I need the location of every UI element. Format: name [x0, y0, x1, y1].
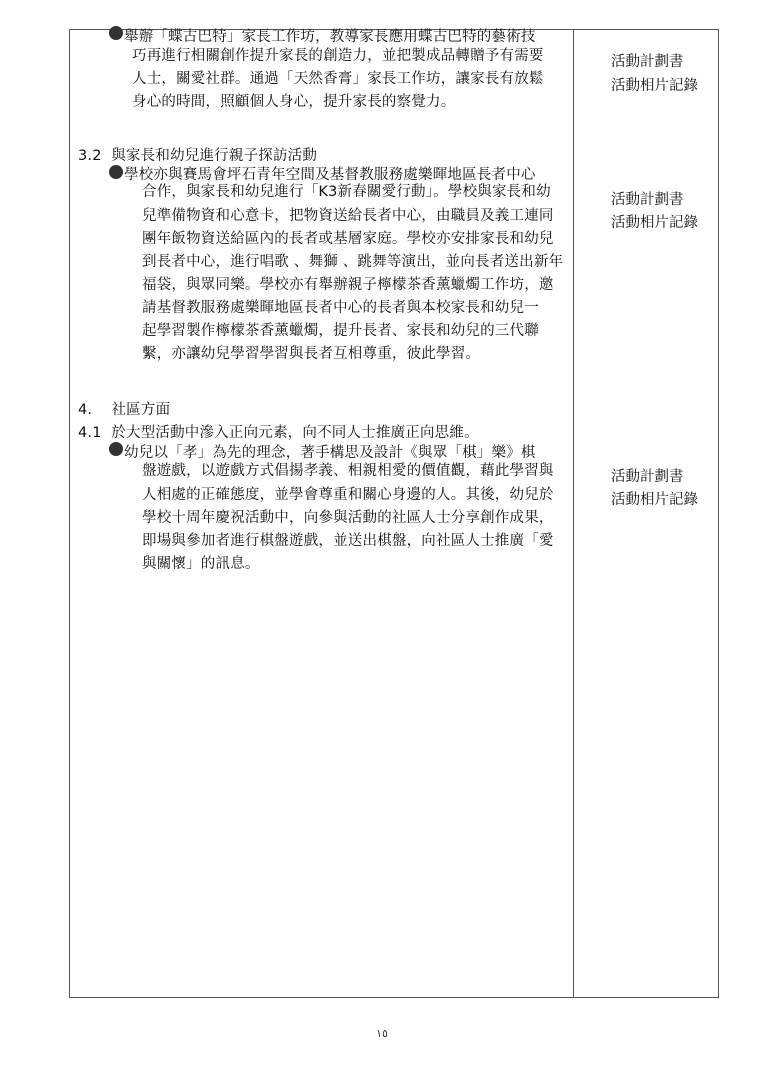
visit-line: 福袋，與眾同樂。學校亦有舉辦親子檸檬茶香薰蠟燭工作坊，邀 [142, 277, 554, 293]
workshop-line: 舉辦「蝶古巴特」家長工作坊，教導家長應用蝶古巴特的藝術技 [124, 29, 536, 45]
evidence-photos: 活動相片記錄 [611, 215, 698, 231]
community-line: 學校十周年慶祝活動中，向參與活動的社區人士分享創作成果， [142, 510, 554, 526]
community-line: 人相處的正確態度，並學會尊重和關心身邊的人。其後，幼兒於 [142, 487, 554, 503]
visit-line: 合作，與家長和幼兒進行「K3新春關愛行動」。學校與家長和幼 [142, 184, 551, 200]
community-line: 盤遊戲，以遊戲方式倡揚孝義、相親相愛的價值觀，藉此學習與 [142, 463, 554, 479]
evidence-plan: 活動計劃書 [611, 192, 684, 208]
visit-line: 請基督教服務處樂暉地區長者中心的長者與本校家長和幼兒一 [142, 300, 539, 316]
evidence-photos: 活動相片記錄 [611, 78, 698, 94]
subsection-heading: 4.1 於大型活動中滲入正向元素，向不同人士推廣正向思維。 [78, 425, 479, 441]
bullet-icon [109, 26, 123, 40]
visit-line: 團年飯物資送給區內的長者或基層家庭。學校亦安排家長和幼兒 [142, 231, 554, 247]
column-divider [573, 29, 574, 998]
workshop-line: 人士，關愛社群。通過「天然香膏」家長工作坊，讓家長有放鬆 [132, 71, 544, 87]
page-number: ١٥ [376, 1027, 388, 1040]
evidence-photos: 活動相片記錄 [611, 492, 698, 508]
workshop-line: 巧再進行相關創作提升家長的創造力，並把製成品轉贈予有需要 [132, 48, 544, 64]
visit-line: 到長者中心，進行唱歌 、舞獅 、跳舞等演出，並向長者送出新年 [142, 254, 564, 270]
visit-line: 兒準備物資和心意卡，把物資送給長者中心，由職員及義工連同 [142, 208, 554, 224]
visit-line: 繫，亦讓幼兒學習學習與長者互相尊重，彼此學習。 [142, 346, 481, 362]
community-line: 與關懷」的訊息。 [142, 556, 260, 572]
community-line: 即場與參加者進行棋盤遊戲，並送出棋盤，向社區人士推廣「愛 [142, 533, 554, 549]
workshop-line: 身心的時間，照顧個人身心，提升家長的察覺力。 [132, 94, 456, 110]
visit-line: 起學習製作檸檬茶香薰蠟燭，提升長者、家長和幼兒的三代聯 [142, 323, 539, 339]
evidence-plan: 活動計劃書 [611, 469, 684, 485]
section-heading: 3.2 與家長和幼兒進行親子探訪活動 [78, 148, 318, 164]
bullet-icon [109, 165, 123, 179]
evidence-plan: 活動計劃書 [611, 54, 684, 70]
visit-line: 學校亦與賽馬會坪石青年空間及基督教服務處樂暉地區長者中心 [124, 167, 536, 183]
section-heading: 4. 社區方面 [78, 402, 171, 418]
community-line: 幼兒以「孝」為先的理念，著手構思及設計《與眾「棋」樂》棋 [124, 445, 536, 461]
bullet-icon [109, 442, 123, 456]
